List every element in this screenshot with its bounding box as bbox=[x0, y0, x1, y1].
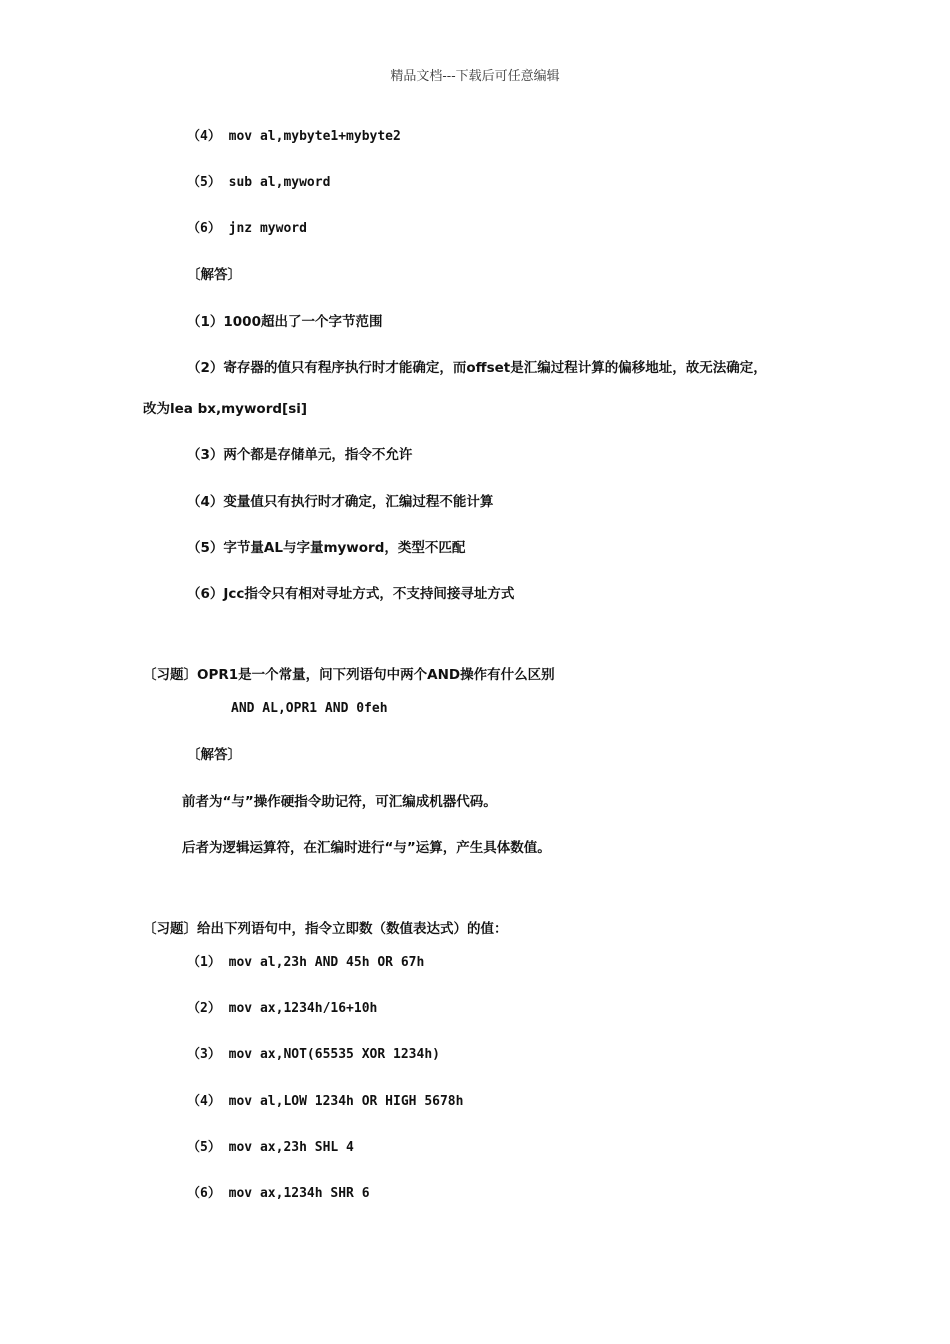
question-line-5: （5） sub al,myword bbox=[187, 175, 331, 190]
immediate-line-1: （1） mov al,23h AND 45h OR 67h bbox=[187, 955, 425, 970]
page-header: 精品文档---下载后可任意编辑 bbox=[390, 69, 560, 84]
answer-heading-2: 〔解答〕 bbox=[187, 747, 241, 763]
immediate-line-5: （5） mov ax,23h SHL 4 bbox=[187, 1140, 354, 1155]
answer-line-2-cont: 改为lea bx,myword[si] bbox=[143, 401, 308, 417]
immediate-line-3: （3） mov ax,NOT(65535 XOR 1234h) bbox=[187, 1047, 440, 1062]
answer-line-2: （2）寄存器的值只有程序执行时才能确定，而offset是汇编过程计算的偏移地址，故无法确定， bbox=[187, 360, 767, 376]
immediate-line-4: （4） mov al,LOW 1234h OR HIGH 5678h bbox=[187, 1094, 464, 1109]
question-line-4: （4） mov al,mybyte1+mybyte2 bbox=[187, 129, 401, 144]
answer-line-6: （6）Jcc指令只有相对寻址方式，不支持间接寻址方式 bbox=[187, 586, 515, 602]
answer-heading: 〔解答〕 bbox=[187, 267, 241, 283]
exercise-heading-and: 〔习题〕OPR1是一个常量，问下列语句中两个AND操作有什么区别 bbox=[143, 667, 555, 683]
answer-line-5: （5）字节量AL与字量myword，类型不匹配 bbox=[187, 540, 466, 556]
answer-line-4: （4）变量值只有执行时才确定，汇编过程不能计算 bbox=[187, 494, 494, 510]
immediate-line-2: （2） mov ax,1234h/16+10h bbox=[187, 1001, 378, 1016]
code-and-statement: AND AL,OPR1 AND 0feh bbox=[231, 701, 388, 716]
exercise-heading-immediate: 〔习题〕给出下列语句中，指令立即数（数值表达式）的值： bbox=[143, 921, 508, 937]
answer-and-line-1: 前者为“与”操作硬指令助记符，可汇编成机器代码。 bbox=[182, 794, 497, 810]
answer-line-3: （3）两个都是存储单元，指令不允许 bbox=[187, 447, 413, 463]
question-line-6: （6） jnz myword bbox=[187, 221, 307, 236]
immediate-line-6: （6） mov ax,1234h SHR 6 bbox=[187, 1186, 370, 1201]
answer-and-line-2: 后者为逻辑运算符，在汇编时进行“与”运算，产生具体数值。 bbox=[182, 840, 551, 856]
answer-line-1: （1）1000超出了一个字节范围 bbox=[187, 314, 383, 330]
